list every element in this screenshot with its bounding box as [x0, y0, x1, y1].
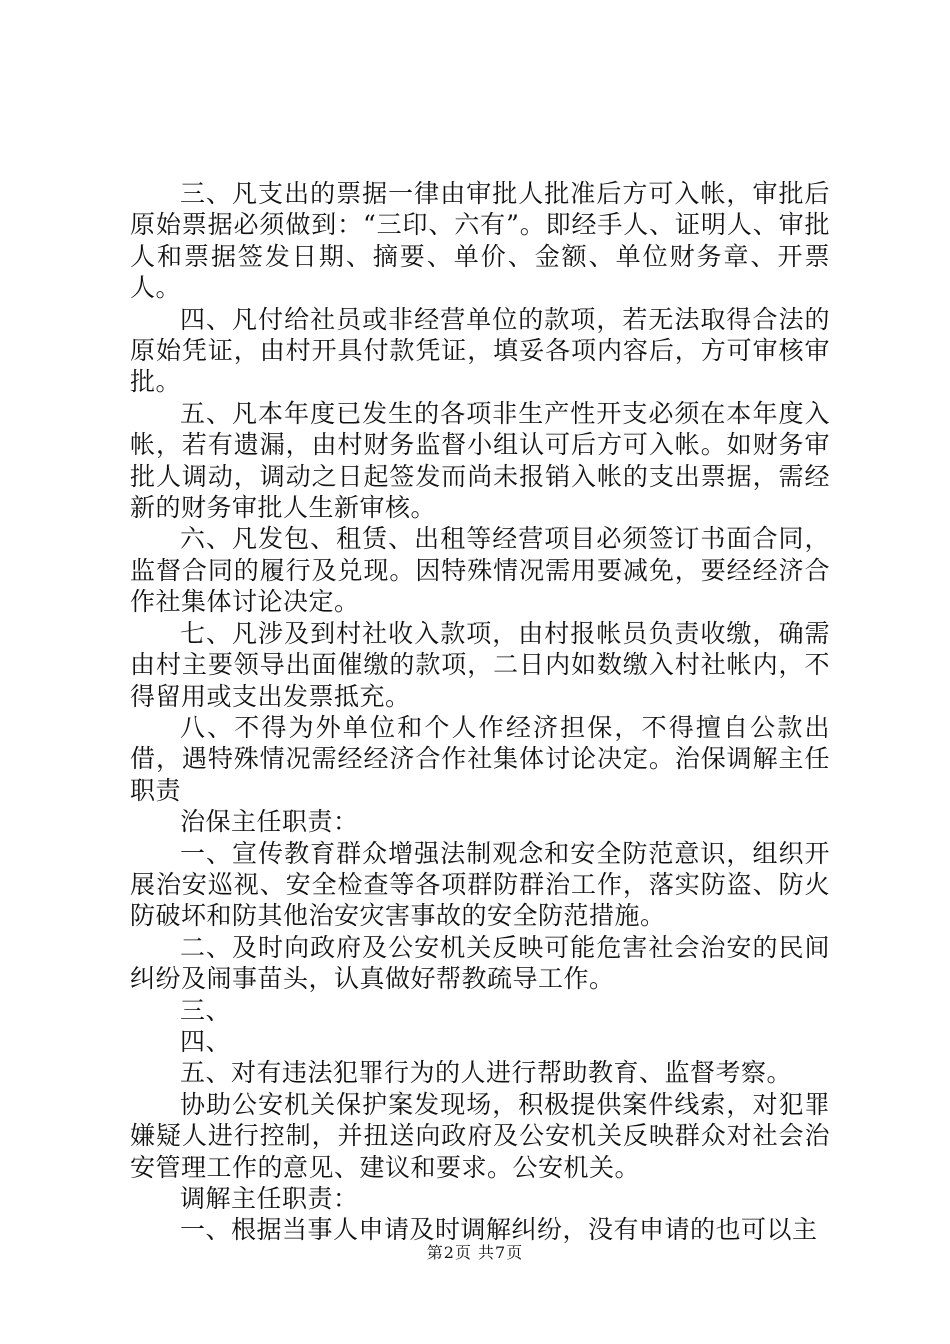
paragraph-assist-police: 协助公安机关保护案发现场，积极提供案件线索，对犯罪嫌疑人进行控制，并扭送向政府及公安机关反映群众对社会治安管理工作的意见、建议和要求。公安机关。 — [130, 1089, 830, 1182]
paragraph-security-duty-3: 三、 — [180, 995, 232, 1025]
paragraph-rule-7: 七、凡涉及到村社收入款项，由村报帐员负责收缴，确需由村主要领导出面催缴的款项，二日内如数缴入村社帐内，不得留用或支出发票抵充。 — [130, 618, 830, 711]
paragraph-security-duty-1: 一、宣传教育群众增强法制观念和安全防范意识，组织开展治安巡视、安全检查等各项群防群治工作，落实防盗、防火防破坏和防其他治安灾害事故的安全防范措施。 — [130, 838, 830, 931]
section-heading-mediation-director: 调解主任职责： — [180, 1184, 359, 1213]
section-heading-security-director: 治保主任职责： — [180, 807, 359, 837]
paragraph-rule-4: 四、凡付给社员或非经营单位的款项，若无法取得合法的原始凭证，由村开具付款凭证，填妥各项内容后，方可审核审批。 — [130, 304, 830, 397]
paragraph-rule-8: 八、不得为外单位和个人作经济担保，不得擅自公款出借，遇特殊情况需经经济合作社集体讨论决定。治保调解主任职责 — [130, 712, 830, 805]
paragraph-security-duty-2: 二、及时向政府及公安机关反映可能危害社会治安的民间纠纷及闹事苗头，认真做好帮教疏导工作。 — [130, 932, 830, 994]
paragraph-rule-5: 五、凡本年度已发生的各项非生产性开支必须在本年度入帐，若有遗漏，由村财务监督小组认可后方可入帐。如财务审批人调动，调动之日起签发而尚未报销入帐的支出票据，需经新的财务审批人生新审核。 — [130, 398, 830, 523]
page-number-footer: 第2页 共7页 — [426, 1243, 524, 1262]
paragraph-security-duty-4: 四、 — [180, 1026, 232, 1056]
paragraph-rule-6: 六、凡发包、租赁、出租等经营项目必须签订书面合同，监督合同的履行及兑现。因特殊情况需用要减免，要经经济合作社集体讨论决定。 — [130, 524, 830, 617]
paragraph-rule-3: 三、凡支出的票据一律由审批人批准后方可入帐，审批后原始票据必须做到：“三印、六有”。即经手人、证明人、审批人和票据签发日期、摘要、单价、金额、单位财务章、开票人。 — [130, 179, 830, 303]
paragraph-security-duty-5: 五、对有违法犯罪行为的人进行帮助教育、监督考察。 — [180, 1058, 793, 1088]
document-body — [130, 178, 830, 1246]
paragraph-mediation-duty-1: 一、根据当事人申请及时调解纠纷，没有申请的也可以主 — [180, 1215, 818, 1245]
